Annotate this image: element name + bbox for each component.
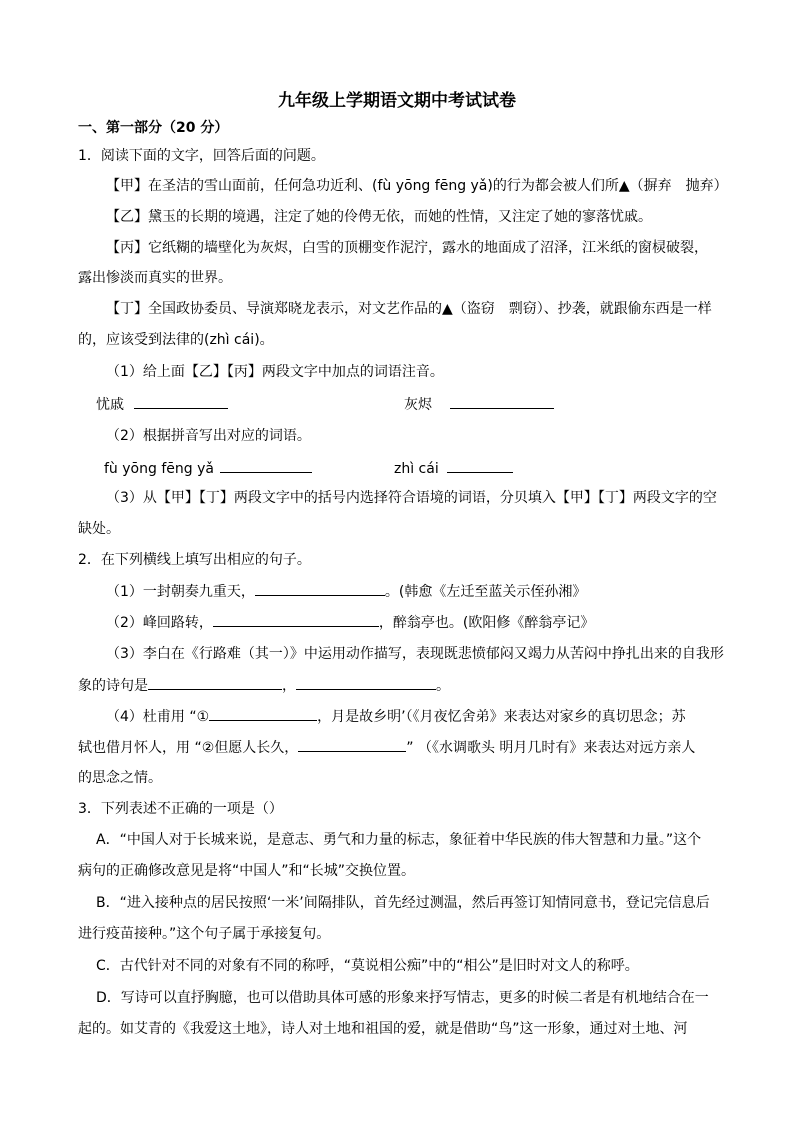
q2-s4b-suffix: ” （《水调歌头 明月几时有》来表达对远方亲人 xyxy=(406,740,696,756)
q3-stem: 3．下列表述不正确的一项是（） xyxy=(78,801,283,817)
answer-blank-q2-3b[interactable] xyxy=(296,675,436,690)
q1-word-a: 忧戚 xyxy=(96,397,124,413)
answer-blank-q2-4b[interactable] xyxy=(298,737,406,752)
answer-blank-pinyin-a[interactable] xyxy=(220,458,312,473)
q1-passage-jia: 【甲】在圣洁的雪山面前，任何急功近利、(fù yōng fēng yǎ)的行为都会被人们所▲（摒弃 抛弃） xyxy=(106,178,728,194)
answer-blank-youqi[interactable] xyxy=(134,394,228,409)
answer-blank-q2-3a[interactable] xyxy=(148,675,282,690)
q2-s3-prefix: 象的诗句是 xyxy=(78,678,148,694)
q1-word-a-row xyxy=(96,394,228,415)
q1-pinyin-a-row xyxy=(104,458,312,479)
section-heading: 一、第一部分（20 分） xyxy=(78,120,229,136)
answer-blank-huijin[interactable] xyxy=(450,394,554,409)
q2-s4-line3: 的思念之情。 xyxy=(78,770,162,786)
q2-s1-prefix: （1）一封朝奏九重天， xyxy=(106,584,255,600)
q2-s3-comma: ， xyxy=(282,678,296,694)
q1-sub1: （1）给上面【乙】【丙】两段文字中加点的词语注音。 xyxy=(106,364,444,380)
answer-blank-q2-1[interactable] xyxy=(255,581,385,596)
q2-s2-suffix: ，醉翁亭也。(欧阳修《醉翁亭记》 xyxy=(378,615,595,631)
q3-option-a-line1: A．“中国人对于长城来说，是意志、勇气和力量的标志，象征着中华民族的伟大智慧和力量。”这个 xyxy=(96,832,702,848)
q1-stem: 1．阅读下面的文字，回答后面的问题。 xyxy=(78,148,325,164)
q1-passage-ding-line1: 【丁】全国政协委员、导演郑晓龙表示，对文艺作品的▲（盗窃 剽窃）、抄袭，就跟偷东西是一样 xyxy=(106,301,712,317)
q2-s4-prefix: （4）杜甫用 “① xyxy=(106,709,210,725)
q2-stem: 2．在下列横线上填写出相应的句子。 xyxy=(78,552,311,568)
q1-sub3-line1: （3）从【甲】【丁】两段文字中的括号内选择符合语境的词语，分贝填入【甲】【丁】两段文字的空 xyxy=(106,490,717,506)
q2-s4b-prefix: 轼也借月怀人，用 “②但愿人长久， xyxy=(78,740,299,756)
q1-passage-bing-line1: 【丙】它纸糊的墙壁化为灰烬，白雪的顶棚变作泥泞，露水的地面成了沼泽，江米纸的窗棂破裂， xyxy=(106,240,708,256)
answer-blank-q2-4a[interactable] xyxy=(209,706,317,721)
page-title: 九年级上学期语文期中考试试卷 xyxy=(278,91,516,111)
q1-word-b-row xyxy=(404,394,554,415)
q2-s1-row xyxy=(106,581,586,602)
answer-blank-q2-2[interactable] xyxy=(213,612,379,627)
q1-sub3-line2: 缺处。 xyxy=(78,521,120,537)
q1-passage-bing-line2: 露出惨淡而真实的世界。 xyxy=(78,270,232,286)
q1-pinyin-b: zhì cái xyxy=(394,461,439,477)
q3-option-d-line2: 起的。如艾青的《我爱这土地》，诗人对土地和祖国的爱，就是借助“鸟”这一形象，通过对土地、河 xyxy=(78,1021,688,1037)
q2-s2-row xyxy=(106,612,594,633)
q2-s3-suffix: 。 xyxy=(436,678,450,694)
q1-passage-yi: 【乙】黛玉的长期的境遇，注定了她的伶俜无依，而她的性情，又注定了她的寥落忧戚。 xyxy=(106,209,652,225)
q3-option-d-line1: D．写诗可以直抒胸臆，也可以借助具体可感的形象来抒写情志，更多的时候二者是有机地结合在一 xyxy=(96,990,709,1006)
q1-sub2: （2）根据拼音写出对应的词语。 xyxy=(106,428,311,444)
q1-pinyin-b-row xyxy=(394,458,513,479)
q2-s3-line2 xyxy=(78,675,450,696)
q1-word-b: 灰烬 xyxy=(404,397,432,413)
q3-option-b-line2: 进行疫苗接种。”这个句子属于承接复句。 xyxy=(78,926,331,942)
q2-s1-suffix: 。(韩愈《左迁至蓝关示侄孙湘》 xyxy=(384,584,587,600)
q2-s2-prefix: （2）峰回路转， xyxy=(106,615,213,631)
q2-s4-middle: ，月是故乡明’（《月夜忆舍弟》来表达对家乡的真切思念；苏 xyxy=(317,709,686,725)
q1-pinyin-a: fù yōng fēng yǎ xyxy=(104,461,214,477)
q2-s4-line1 xyxy=(106,706,686,727)
q3-option-a-line2: 病句的正确修改意见是将“中国人”和“长城”交换位置。 xyxy=(78,863,416,879)
q3-option-c: C．古代针对不同的对象有不同的称呼，“莫说相公痴”中的“相公”是旧时对文人的称呼。 xyxy=(96,958,639,974)
q1-passage-ding-line2: 的，应该受到法律的(zhì cái)。 xyxy=(78,332,274,348)
q2-s3-line1: （3）李白在《行路难（其一）》中运用动作描写，表现既悲愤郁闷又竭力从苦闷中挣扎出来的自我形 xyxy=(106,646,724,662)
answer-blank-pinyin-b[interactable] xyxy=(447,458,513,473)
q2-s4-line2 xyxy=(78,737,695,758)
q3-option-b-line1: B．“进入接种点的居民按照‘一米’间隔排队，首先经过测温，然后再签订知情同意书，登记完信息后 xyxy=(96,895,710,911)
